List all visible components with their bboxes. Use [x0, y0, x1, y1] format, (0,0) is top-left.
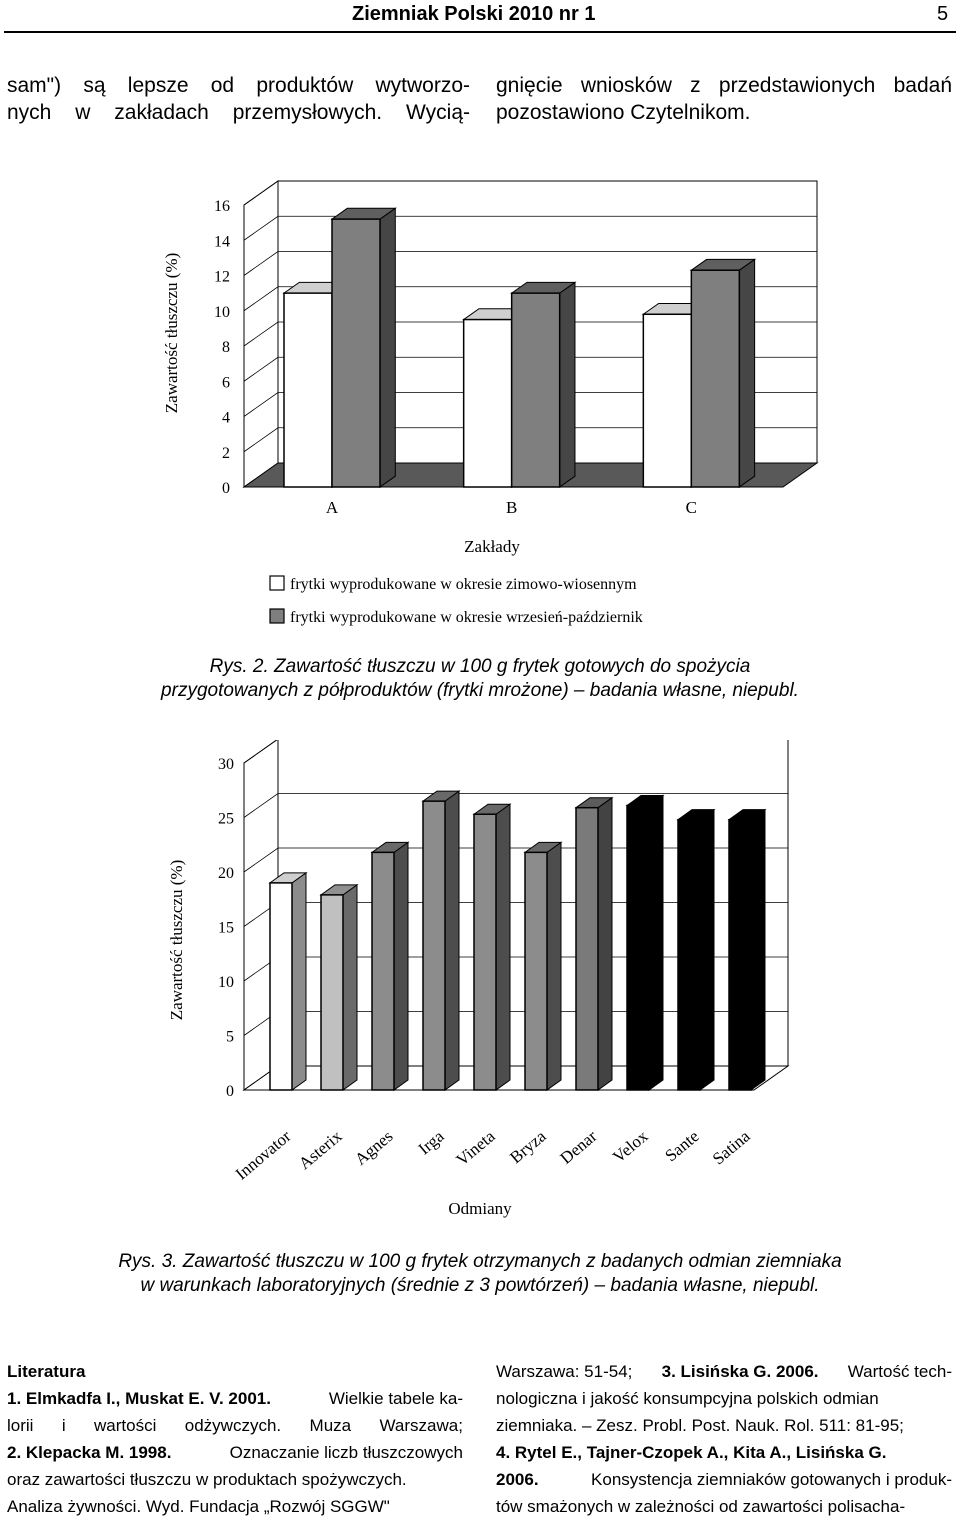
bar-side	[380, 208, 395, 487]
reference-line	[7, 1493, 463, 1520]
y-tick-label: 4	[222, 409, 230, 427]
reference-line	[496, 1466, 952, 1493]
bar	[474, 814, 496, 1090]
reference-line	[7, 1466, 463, 1493]
bar	[464, 320, 512, 487]
figure-2-chart	[0, 160, 960, 650]
reference-text: 4. Rytel E., Tajner-Czopek A., Kita A., Lisińska G.	[496, 1443, 887, 1462]
reference-text: ziemniaka. – Zesz. Probl. Post. Nauk. Rol. 511: 81-95;	[496, 1416, 904, 1435]
references-heading: Literatura	[7, 1362, 86, 1381]
reference-text: Analiza żywności. Wyd. Fundacja „Rozwój SGGW"	[7, 1497, 390, 1516]
bar-side	[598, 798, 612, 1090]
figure-2-caption-line: przygotowanych z półproduktów (frytki mrożone) – badania własne, niepubl.	[161, 680, 799, 701]
page-number: 5	[937, 3, 949, 25]
bar-side	[560, 282, 575, 487]
y-tick-label: 25	[218, 810, 234, 828]
y-tick-label: 14	[214, 233, 230, 251]
legend-label: frytki wyprodukowane w okresie zimowo-wiosennym	[290, 576, 637, 593]
bar-side	[547, 842, 561, 1090]
y-tick-label: 0	[226, 1083, 234, 1100]
x-tick-label: Bryza	[506, 1126, 550, 1168]
bar	[525, 852, 547, 1090]
reference-text: 3. Lisińska G. 2006.	[661, 1362, 819, 1381]
x-tick-label: Velox	[608, 1126, 652, 1167]
bar-side	[394, 842, 408, 1090]
intro-left-line: sam") są lepsze od produktów wytworzo-	[7, 74, 470, 97]
reference-line	[496, 1358, 952, 1385]
x-tick-label: Satina	[708, 1126, 754, 1169]
bar-side	[649, 796, 663, 1090]
x-tick-label: Irga	[414, 1126, 448, 1159]
bar-side	[751, 810, 765, 1090]
bar	[691, 270, 739, 487]
reference-text: 1. Elmkadfa I., Muskat E. V. 2001.	[7, 1389, 271, 1408]
reference-text: 2006.	[496, 1470, 539, 1489]
legend-label: frytki wyprodukowane w okresie wrzesień-październik	[290, 609, 643, 626]
reference-text: Warszawa;	[379, 1416, 463, 1435]
reference-text: Wartość tech-	[847, 1362, 952, 1381]
y-tick-label: 2	[222, 444, 230, 462]
reference-line	[496, 1412, 952, 1439]
bar	[512, 293, 560, 487]
figure-3-caption-line: Rys. 3. Zawartość tłuszczu w 100 g frytek otrzymanych z badanych odmian ziemniaka	[118, 1251, 842, 1272]
y-tick-label: 10	[218, 974, 234, 991]
reference-text: nologiczna i jakość konsumpcyjna polskich odmian	[496, 1389, 879, 1408]
x-tick-label: Vineta	[452, 1126, 499, 1170]
journal-title: Ziemniak Polski 2010 nr 1	[352, 3, 596, 25]
reference-text: Konsystencja ziemniaków gotowanych i produk-	[591, 1470, 952, 1489]
intro-left-line: nych w zakładach przemysłowych. Wycią-	[7, 101, 470, 124]
reference-line	[496, 1385, 952, 1412]
x-tick-label: A	[325, 498, 339, 517]
bar	[332, 219, 380, 487]
bar	[678, 820, 700, 1090]
bar	[270, 883, 292, 1090]
y-tick-label: 10	[214, 303, 230, 321]
bar-side	[700, 810, 714, 1090]
bar	[627, 806, 649, 1090]
bar	[321, 895, 343, 1090]
reference-text: oraz zawartości tłuszczu w produktach spożywczych.	[7, 1470, 407, 1489]
intro-left-column	[7, 72, 470, 126]
bar	[643, 314, 691, 487]
y-tick-label: 30	[218, 756, 234, 773]
x-axis-label: Odmiany	[448, 1199, 512, 1218]
reference-text: odżywczych.	[184, 1416, 282, 1435]
x-axis-label: Zakłady	[464, 537, 520, 556]
bar-side	[496, 804, 510, 1090]
bar-side	[343, 885, 357, 1090]
bar	[729, 820, 751, 1090]
x-tick-label: Asterix	[295, 1126, 346, 1174]
bar	[576, 808, 598, 1090]
intro-right-line: gnięcie wniosków z przedstawionych badań	[496, 74, 952, 97]
figure-3-caption-line: w warunkach laboratoryjnych (średnie z 3 powtórzeń) – badania własne, niepubl.	[140, 1275, 820, 1296]
y-axis-label: Zawartość tłuszczu (%)	[167, 859, 186, 1021]
reference-text: wartości	[94, 1416, 157, 1435]
reference-line	[7, 1385, 463, 1412]
x-tick-label: Innovator	[231, 1126, 295, 1184]
references-left-column	[7, 1358, 463, 1520]
figure-3-caption	[0, 1250, 960, 1298]
y-tick-label: 8	[222, 339, 230, 356]
reference-text: 2. Klepacka M. 1998.	[7, 1443, 172, 1462]
y-tick-label: 12	[214, 268, 230, 286]
y-tick-label: 16	[214, 198, 230, 215]
page-header	[0, 0, 960, 32]
reference-text: Warszawa: 51-54;	[496, 1362, 633, 1381]
bar-side	[445, 791, 459, 1090]
y-tick-label: 20	[218, 865, 234, 882]
legend-swatch	[270, 609, 284, 623]
reference-text: tów smażonych w zależności od zawartości polisacha-	[496, 1497, 906, 1516]
reference-text: Wielkie tabele ka-	[328, 1389, 463, 1408]
x-tick-label: B	[505, 498, 518, 517]
x-tick-label: C	[685, 498, 698, 517]
intro-right-line: pozostawiono Czytelnikom.	[496, 101, 751, 124]
x-tick-label: Denar	[556, 1126, 601, 1168]
intro-right-column	[496, 72, 952, 126]
reference-line	[496, 1439, 952, 1466]
reference-text: Oznaczanie liczb tłuszczowych	[229, 1443, 463, 1462]
references-right-column	[496, 1358, 952, 1520]
reference-line	[496, 1493, 952, 1520]
bar	[423, 801, 445, 1090]
figure-2-caption-line: Rys. 2. Zawartość tłuszczu w 100 g frytek gotowych do spożycia	[209, 656, 751, 677]
bar	[284, 293, 332, 487]
reference-line	[7, 1439, 463, 1466]
reference-text: i	[61, 1416, 66, 1435]
y-tick-label: 0	[222, 480, 230, 497]
bar	[372, 852, 394, 1090]
y-tick-label: 5	[226, 1028, 234, 1046]
figure-2-caption	[0, 655, 960, 703]
reference-text: lorii	[7, 1416, 34, 1435]
bar-side	[739, 259, 754, 487]
y-axis-label: Zawartość tłuszczu (%)	[162, 252, 181, 414]
reference-line	[7, 1412, 463, 1439]
x-tick-label: Agnes	[351, 1126, 397, 1169]
figure-3-chart	[0, 740, 960, 1230]
legend-swatch	[270, 576, 284, 590]
header-rule	[4, 31, 956, 33]
x-tick-label: Sante	[661, 1126, 703, 1166]
y-tick-label: 15	[218, 919, 234, 937]
bar-side	[292, 873, 306, 1090]
y-tick-label: 6	[222, 374, 230, 392]
reference-text: Muza	[309, 1416, 352, 1435]
